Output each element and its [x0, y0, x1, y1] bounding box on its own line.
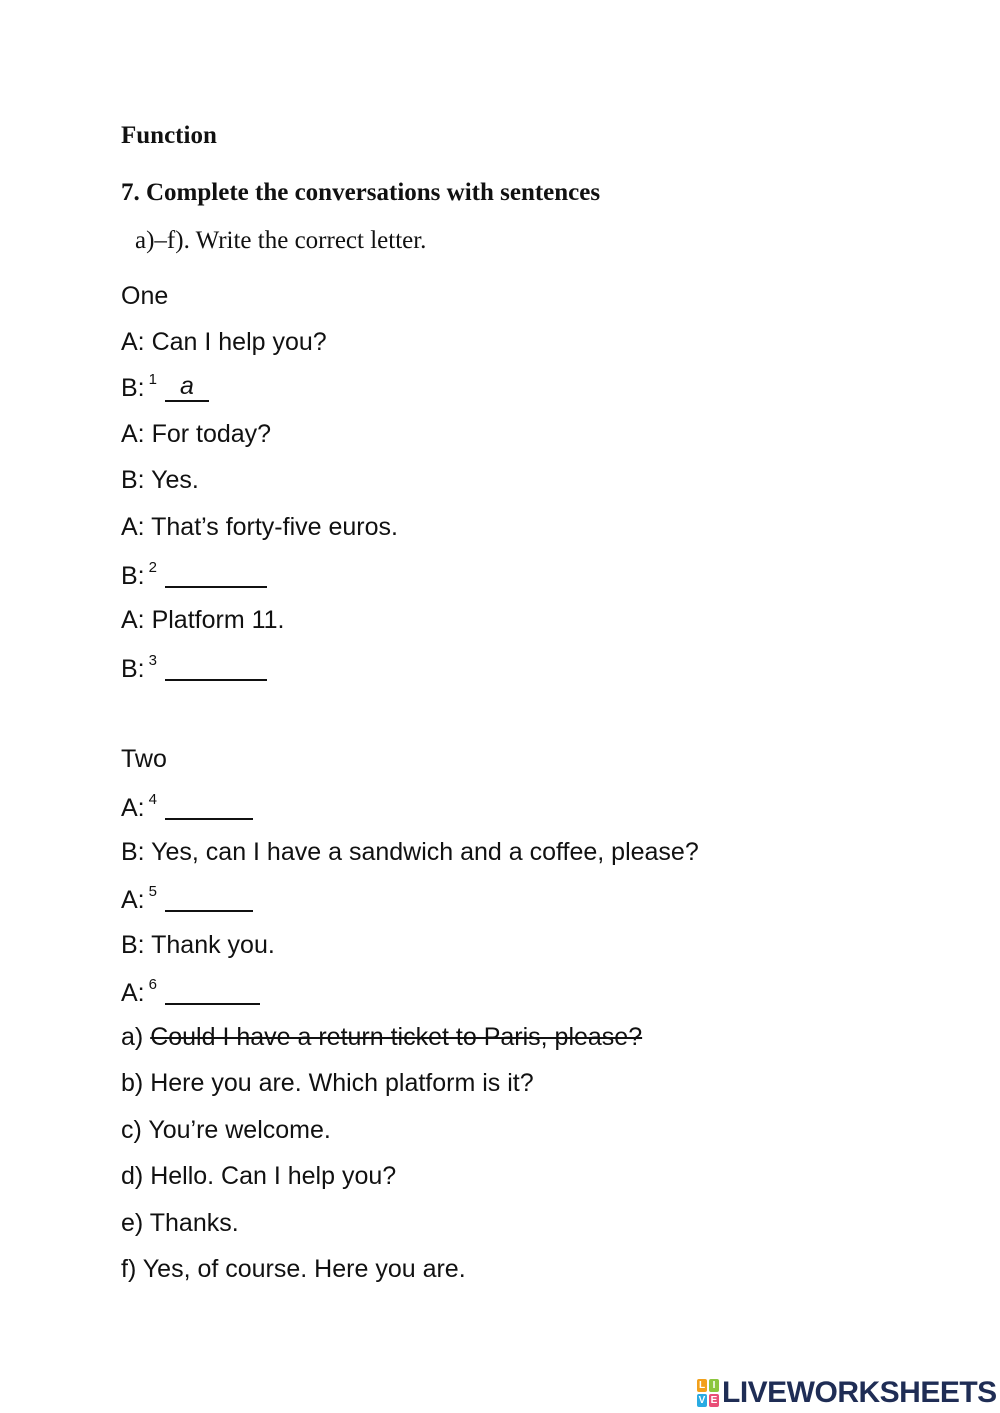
option-text: You’re welcome. — [148, 1116, 331, 1144]
dialogue-gap-line — [121, 560, 267, 591]
gap-number: 2 — [148, 558, 157, 576]
option-b — [121, 1069, 534, 1098]
dialogue-line: A: Can I help you? — [121, 328, 327, 356]
dialogue-line: B: Thank you. — [121, 931, 275, 959]
conversation-one-label: One — [121, 282, 169, 310]
option-e — [121, 1209, 239, 1238]
conversation-two-label: Two — [121, 745, 167, 773]
answer-blank-2[interactable] — [165, 564, 267, 588]
gap-number: 5 — [148, 882, 157, 900]
answer-blank-5[interactable] — [165, 888, 253, 912]
dialogue-line: B: Yes, can I have a sandwich and a coffee, please? — [121, 838, 699, 866]
gap-number: 4 — [148, 790, 157, 808]
dialogue-gap-line — [121, 370, 209, 403]
answer-blank-3[interactable] — [165, 657, 267, 681]
answer-blank-4[interactable] — [165, 796, 253, 820]
gap-number: 6 — [148, 975, 157, 993]
logo-mark-tile: E — [710, 1395, 718, 1406]
speaker-label: B: — [121, 374, 145, 402]
option-c — [121, 1116, 331, 1145]
option-letter: e) — [121, 1209, 144, 1237]
dialogue-gap-line — [121, 792, 253, 823]
speaker-label: A: — [121, 794, 145, 822]
option-letter: c) — [121, 1116, 142, 1144]
speaker-label: A: — [121, 886, 145, 914]
logo-mark-tile: L — [698, 1380, 706, 1391]
dialogue-gap-line — [121, 653, 267, 684]
option-text: Thanks. — [149, 1209, 239, 1237]
answer-blank-6[interactable] — [165, 981, 260, 1005]
option-f — [121, 1255, 466, 1284]
option-a — [121, 1023, 642, 1052]
section-title: Function — [121, 122, 217, 149]
option-d — [121, 1162, 396, 1191]
logo-mark-tile: I — [709, 1379, 719, 1392]
logo-mark-tile: V — [698, 1395, 706, 1406]
answer-blank-1[interactable] — [165, 372, 209, 402]
answer-value: a — [180, 372, 194, 400]
option-text-struck: Could I have a return ticket to Paris, please? — [150, 1023, 643, 1051]
speaker-label: A: — [121, 979, 145, 1007]
dialogue-line: A: Platform 11. — [121, 606, 285, 634]
dialogue-line: A: For today? — [121, 420, 272, 448]
option-letter: b) — [121, 1069, 144, 1097]
speaker-label: B: — [121, 655, 145, 683]
exercise-title: 7. Complete the conversations with sentences — [121, 179, 601, 206]
logo-text: LIVEWORKSHEETS — [722, 1376, 997, 1409]
liveworksheets-logo-icon — [697, 1379, 719, 1407]
dialogue-gap-line — [121, 884, 253, 915]
speaker-label: B: — [121, 562, 145, 590]
liveworksheets-logo[interactable] — [697, 1376, 997, 1410]
option-text: Here you are. Which platform is it? — [150, 1069, 534, 1097]
dialogue-line: A: That’s forty-five euros. — [121, 513, 398, 541]
dialogue-line: B: Yes. — [121, 466, 199, 494]
option-letter: a) — [121, 1023, 144, 1051]
gap-number: 1 — [148, 370, 157, 388]
option-letter: f) — [121, 1255, 137, 1283]
exercise-instruction: a)–f). Write the correct letter. — [135, 227, 427, 254]
option-letter: d) — [121, 1162, 144, 1190]
option-text: Yes, of course. Here you are. — [142, 1255, 466, 1283]
dialogue-gap-line — [121, 977, 260, 1008]
option-text: Hello. Can I help you? — [150, 1162, 397, 1190]
gap-number: 3 — [148, 651, 157, 669]
